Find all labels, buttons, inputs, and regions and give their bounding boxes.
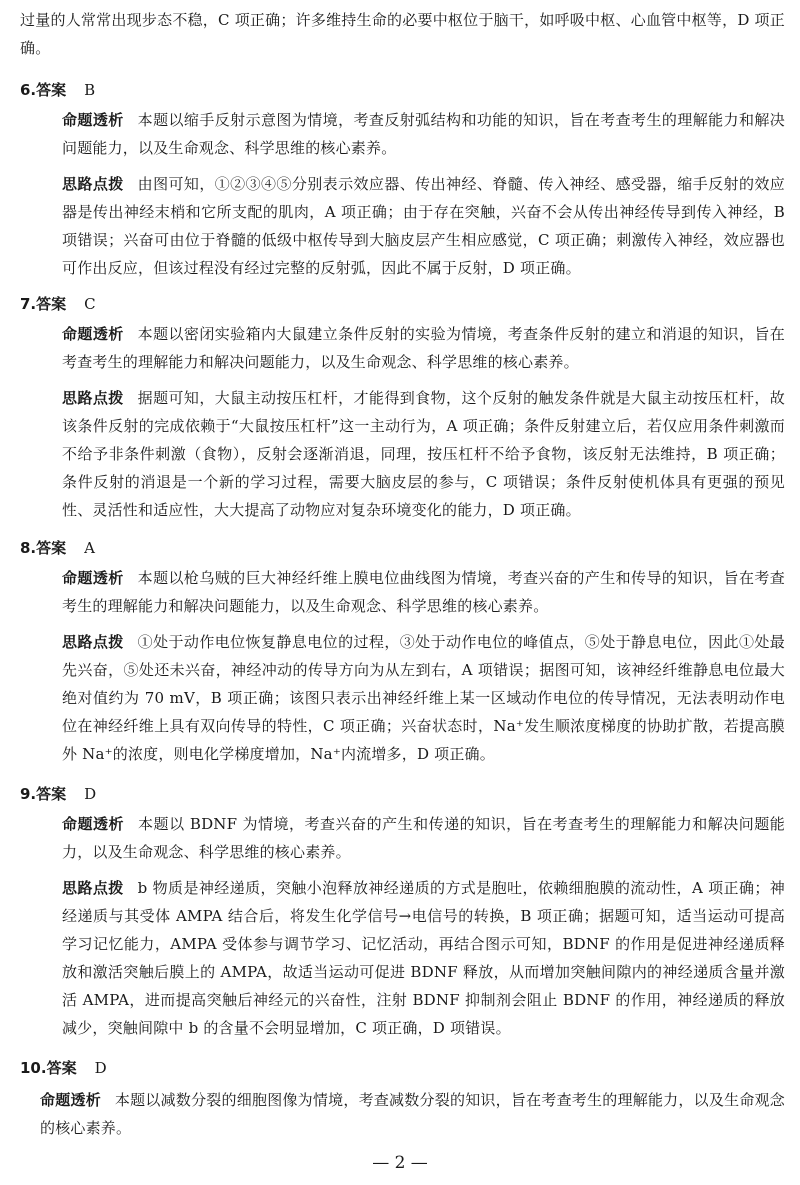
analysis-text: 本题以 BDNF 为情境，考查兴奋的产生和传递的知识，旨在考查考生的理解能力和解决问题能力，以及生命观念、科学思维的核心素养。: [62, 815, 785, 861]
answer-label: 答案: [36, 81, 67, 99]
analysis-text: 本题以枪乌贼的巨大神经纤维上膜电位曲线图为情境，考查兴奋的产生和传导的知识，旨在考查考生的理解能力和解决问题能力，以及生命观念、科学思维的核心素养。: [62, 569, 785, 615]
answer-value: D: [94, 1059, 107, 1077]
answer-label: 答案: [36, 785, 67, 803]
analysis-q10: [40, 1086, 785, 1142]
intro-paragraph: 过量的人常常出现步态不稳，C 项正确；许多维持生命的必要中枢位于脑干，如呼吸中枢、心血管中枢等，D 项正确。: [20, 11, 785, 57]
analysis-label: 命题透析: [62, 815, 125, 833]
question-number: 7.: [20, 295, 37, 313]
question-number: 8.: [20, 539, 37, 557]
analysis-label: 命题透析: [62, 111, 124, 129]
hint-q6: [62, 170, 785, 282]
analysis-label: 命题透析: [62, 569, 124, 587]
hint-text: ①处于动作电位恢复静息电位的过程，③处于动作电位的峰值点，⑤处于静息电位，因此①处最先兴奋，⑤处还未兴奋，神经冲动的传导方向为从左到右，A 项错误；据图可知，该神经纤维静息电位最大绝对值约为 70 mV，B 项正确；该图只表示出神经纤维上某一区域动作电位的传导情况，无法表明动作电位在神经纤维上具有双向传导的特性，C 项正确；兴奋状态时，Na⁺发生顺浓度梯度的协助扩散，若提高膜外 Na⁺的浓度，则电化学梯度增加，Na⁺内流增多，D 项正确。: [62, 633, 785, 763]
question-number: 10.: [20, 1059, 47, 1077]
answer-line-q7: [20, 290, 96, 318]
hint-label: 思路点拨: [62, 389, 124, 407]
analysis-label: 命题透析: [40, 1091, 101, 1109]
hint-q7: [62, 384, 785, 524]
analysis-q7: [62, 320, 785, 376]
analysis-q9: [62, 810, 785, 866]
analysis-text: 本题以减数分裂的细胞图像为情境，考查减数分裂的知识，旨在考查考生的理解能力，以及生命观念的核心素养。: [40, 1091, 785, 1137]
hint-label: 思路点拨: [62, 879, 124, 897]
answer-label: 答案: [36, 539, 67, 557]
hint-label: 思路点拨: [62, 633, 124, 651]
question-number: 6.: [20, 81, 37, 99]
answer-label: 答案: [36, 295, 67, 313]
answer-line-q10: [20, 1054, 107, 1082]
answer-line-q9: [20, 780, 96, 808]
hint-text: b 物质是神经递质，突触小泡释放神经递质的方式是胞吐，依赖细胞膜的流动性，A 项正确；神经递质与其受体 AMPA 结合后，将发生化学信号→电信号的转换，B 项正确；据题可知，适当运动可提高学习记忆能力，AMPA 受体参与调节学习、记忆活动，再结合图示可知，BDNF 的作用是促进神经递质释放和激活突触后膜上的 AMPA，故适当运动可促进 BDNF 释放，从而增加突触间隙内的神经递质含量并激活 AMPA，进而提高突触后神经元的兴奋性，注射 BDNF 抑制剂会阻止 BDNF 的作用，神经递质的释放减少，突触间隙中 b 的含量不会明显增加，C 项正确，D 项错误。: [62, 879, 785, 1037]
answer-value: C: [84, 295, 96, 313]
hint-label: 思路点拨: [62, 175, 124, 193]
analysis-label: 命题透析: [62, 325, 124, 343]
hint-q8: [62, 628, 785, 768]
answer-value: A: [84, 539, 95, 557]
question-number: 9.: [20, 785, 37, 803]
answer-value: D: [84, 785, 97, 803]
answer-value: B: [84, 81, 96, 99]
analysis-text: 本题以密闭实验箱内大鼠建立条件反射的实验为情境，考查条件反射的建立和消退的知识，旨在考查考生的理解能力和解决问题能力，以及生命观念、科学思维的核心素养。: [62, 325, 785, 371]
analysis-q6: [62, 106, 785, 162]
hint-text: 据题可知，大鼠主动按压杠杆，才能得到食物，这个反射的触发条件就是大鼠主动按压杠杆，故该条件反射的完成依赖于“大鼠按压杠杆”这一主动行为，A 项正确；条件反射建立后，若仅应用条件刺激而不给予非条件刺激（食物），反射会逐渐消退，同理，按压杠杆不给予食物，该反射无法维持，B 项正确；条件反射的消退是一个新的学习过程，需要大脑皮层的参与，C 项错误；条件反射使机体具有更强的预见性、灵活性和适应性，大大提高了动物应对复杂环境变化的能力，D 项正确。: [62, 389, 785, 519]
hint-q9: [62, 874, 785, 1042]
page-number: — 2 —: [372, 1153, 428, 1173]
answer-line-q6: [20, 76, 95, 104]
hint-text: 由图可知，①②③④⑤分别表示效应器、传出神经、脊髓、传入神经、感受器，缩手反射的效应器是传出神经末梢和它所支配的肌肉，A 项正确；由于存在突触，兴奋不会从传出神经传导到传入神经，B 项错误；兴奋可由位于脊髓的低级中枢传导到大脑皮层产生相应感觉，C 项正确；刺激传入神经，效应器也可作出反应，但该过程没有经过完整的反射弧，因此不属于反射，D 项正确。: [62, 175, 785, 277]
answer-label: 答案: [46, 1059, 77, 1077]
analysis-text: 本题以缩手反射示意图为情境，考查反射弧结构和功能的知识，旨在考查考生的理解能力和解决问题能力，以及生命观念、科学思维的核心素养。: [62, 111, 785, 157]
analysis-q8: [62, 564, 785, 620]
answer-line-q8: [20, 534, 95, 562]
